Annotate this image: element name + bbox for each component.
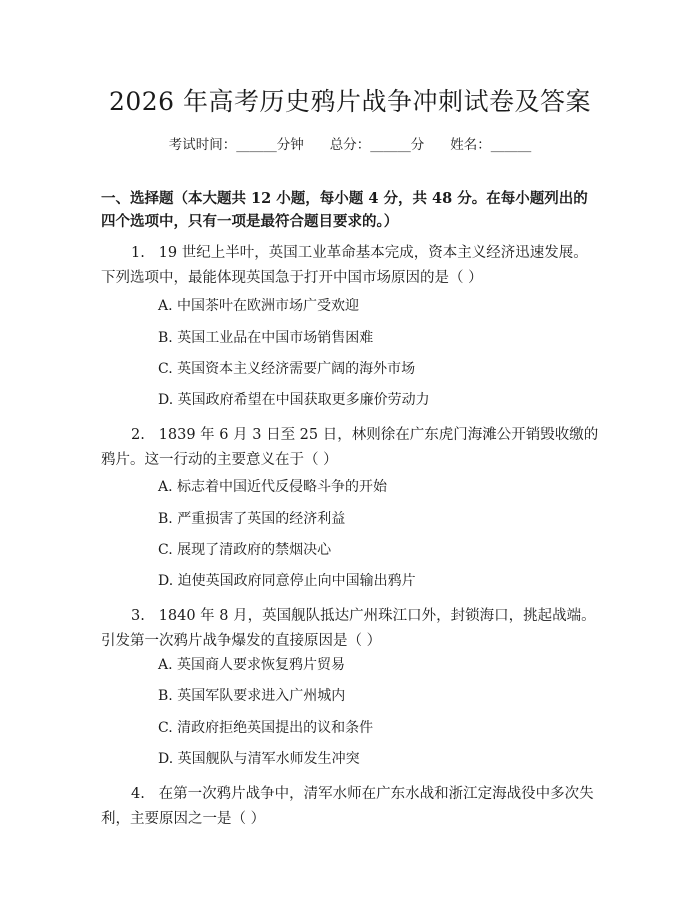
question-2-option-b: B. 严重损害了英国的经济利益 xyxy=(158,511,346,527)
question-number: 1. xyxy=(131,245,145,261)
question-number: 2. xyxy=(131,427,145,443)
question-3-option-c: C. 清政府拒绝英国提出的议和条件 xyxy=(158,720,374,736)
question-2-option-c: C. 展现了清政府的禁烟决心 xyxy=(158,542,332,558)
exam-time-field: 考试时间：______分钟 xyxy=(168,137,304,153)
question-3-option-b: B. 英国军队要求进入广州城内 xyxy=(158,688,346,704)
page-title: 2026 年高考历史鸦片战争冲刺试卷及答案 xyxy=(108,87,592,116)
question-1-option-a: A. 中国茶叶在欧洲市场广受欢迎 xyxy=(158,298,360,314)
question-text: 在第一次鸦片战争中，清军水师在广东水战和浙江定海战役中多次失利，主要原因之一是（ ） xyxy=(101,786,594,827)
question-3 xyxy=(101,604,601,654)
question-1-option-c: C. 英国资本主义经济需要广阔的海外市场 xyxy=(158,361,416,377)
section-header: 一、选择题（本大题共 12 小题，每小题 4 分，共 48 分。在每小题列出的四个选项中，只有一项是最符合题目要求的。） xyxy=(101,190,588,230)
question-2 xyxy=(101,423,601,473)
question-1-option-d: D. 英国政府希望在中国获取更多廉价劳动力 xyxy=(158,392,430,408)
question-text: 1839 年 6 月 3 日至 25 日，林则徐在广东虎门海滩公开销毁收缴的鸦片。这一行动的主要意义在于（ ） xyxy=(101,427,599,468)
question-4 xyxy=(101,782,601,832)
question-3-option-a: A. 英国商人要求恢复鸦片贸易 xyxy=(158,657,346,673)
question-2-option-d: D. 迫使英国政府同意停止向中国输出鸦片 xyxy=(158,573,416,589)
question-2-option-a: A. 标志着中国近代反侵略斗争的开始 xyxy=(158,479,388,495)
question-text: 19 世纪上半叶，英国工业革命基本完成，资本主义经济迅速发展。下列选项中，最能体现英国急于打开中国市场原因的是（ ） xyxy=(101,245,588,286)
student-name-field: 姓名：______ xyxy=(450,137,532,153)
question-number: 3. xyxy=(131,608,145,624)
question-text: 1840 年 8 月，英国舰队抵达广州珠江口外，封锁海口，挑起战端。引发第一次鸦片战争爆发的直接原因是（ ） xyxy=(101,608,596,649)
question-number: 4. xyxy=(131,786,145,802)
question-3-option-d: D. 英国舰队与清军水师发生冲突 xyxy=(158,751,360,767)
question-1 xyxy=(101,241,601,291)
exam-meta xyxy=(0,133,700,153)
question-1-option-b: B. 英国工业品在中国市场销售困难 xyxy=(158,330,374,346)
total-score-field: 总分：______分 xyxy=(329,137,425,153)
